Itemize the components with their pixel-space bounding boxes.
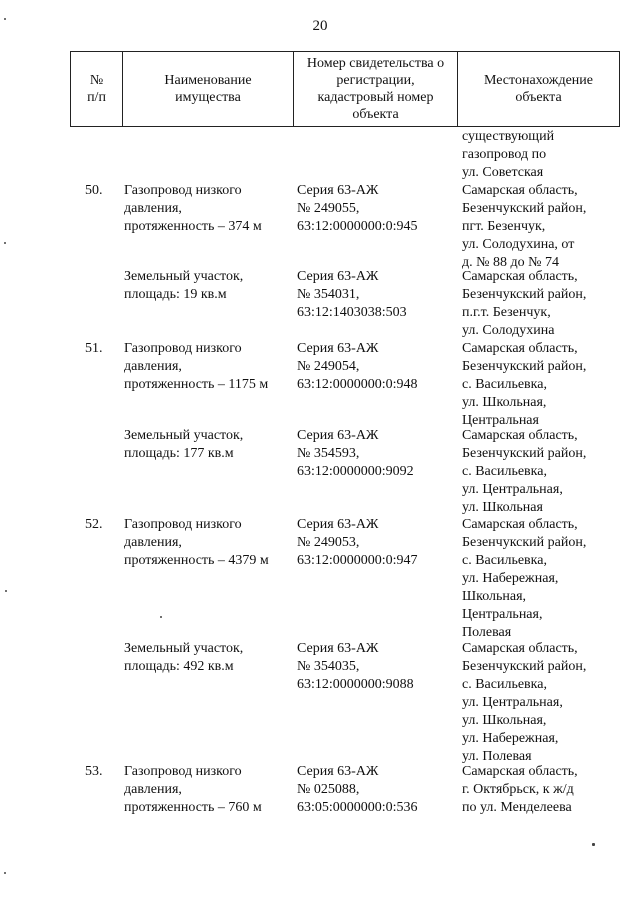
property-location: Самарская область, Безенчукский район, пгт. Безенчук, ул. Солодухина, от д. № 88 до № 74	[462, 183, 587, 270]
certificate-number: Серия 63-АЖ № 354593, 63:12:0000000:9092	[297, 428, 414, 479]
property-location: Самарская область, Безенчукский район, п.г.т. Безенчук, ул. Солодухина	[462, 269, 587, 338]
property-name: Земельный участок, площадь: 19 кв.м	[124, 269, 244, 302]
certificate-number: Серия 63-АЖ № 025088, 63:05:0000000:0:536	[297, 764, 418, 815]
row-number: 51.	[85, 341, 103, 356]
scan-speck	[5, 590, 7, 592]
scan-speck	[592, 843, 595, 846]
carryover-location: существующий газопровод по ул. Советская	[462, 129, 555, 180]
header-num-label: № п/п	[87, 73, 106, 105]
scan-speck	[160, 616, 162, 618]
property-name: Газопровод низкого давления, протяженность – 1175 м	[124, 341, 269, 392]
certificate-number: Серия 63-АЖ № 249054, 63:12:0000000:0:948	[297, 341, 418, 392]
header-name-label: Наименование имущества	[164, 73, 252, 105]
property-name: Земельный участок, площадь: 177 кв.м	[124, 428, 244, 461]
header-cert-label: Номер свидетельства о регистрации, кадастровый номер объекта	[306, 56, 445, 122]
property-location: Самарская область, Безенчукский район, с. Васильевка, ул. Центральная, ул. Школьная	[462, 428, 587, 515]
scan-speck	[4, 242, 6, 244]
scan-speck	[4, 872, 6, 874]
row-number: 53.	[85, 764, 103, 779]
property-name: Газопровод низкого давления, протяженность – 760 м	[124, 764, 262, 815]
row-number: 50.	[85, 183, 103, 198]
property-location: Самарская область, г. Октябрьск, к ж/д по ул. Менделеева	[462, 764, 578, 815]
property-location: Самарская область, Безенчукский район, с. Васильевка, ул. Школьная, Центральная	[462, 341, 587, 428]
property-name: Земельный участок, площадь: 492 кв.м	[124, 641, 244, 674]
certificate-number: Серия 63-АЖ № 249055, 63:12:0000000:0:945	[297, 183, 418, 234]
certificate-number: Серия 63-АЖ № 354031, 63:12:1403038:503	[297, 269, 407, 320]
property-location: Самарская область, Безенчукский район, с. Васильевка, ул. Центральная, ул. Школьная, ул. Набережная, ул. Полевая	[462, 641, 587, 764]
property-name: Газопровод низкого давления, протяженность – 374 м	[124, 183, 262, 234]
row-number: 52.	[85, 517, 103, 532]
scan-speck	[4, 18, 6, 20]
property-name: Газопровод низкого давления, протяженность – 4379 м	[124, 517, 269, 568]
header-loc-label: Местонахождение объекта	[483, 73, 593, 105]
property-location: Самарская область, Безенчукский район, с. Васильевка, ул. Набережная, Школьная, Центральная, Полевая	[462, 517, 587, 640]
certificate-number: Серия 63-АЖ № 249053, 63:12:0000000:0:947	[297, 517, 418, 568]
page-number: 20	[312, 18, 328, 34]
certificate-number: Серия 63-АЖ № 354035, 63:12:0000000:9088	[297, 641, 414, 692]
